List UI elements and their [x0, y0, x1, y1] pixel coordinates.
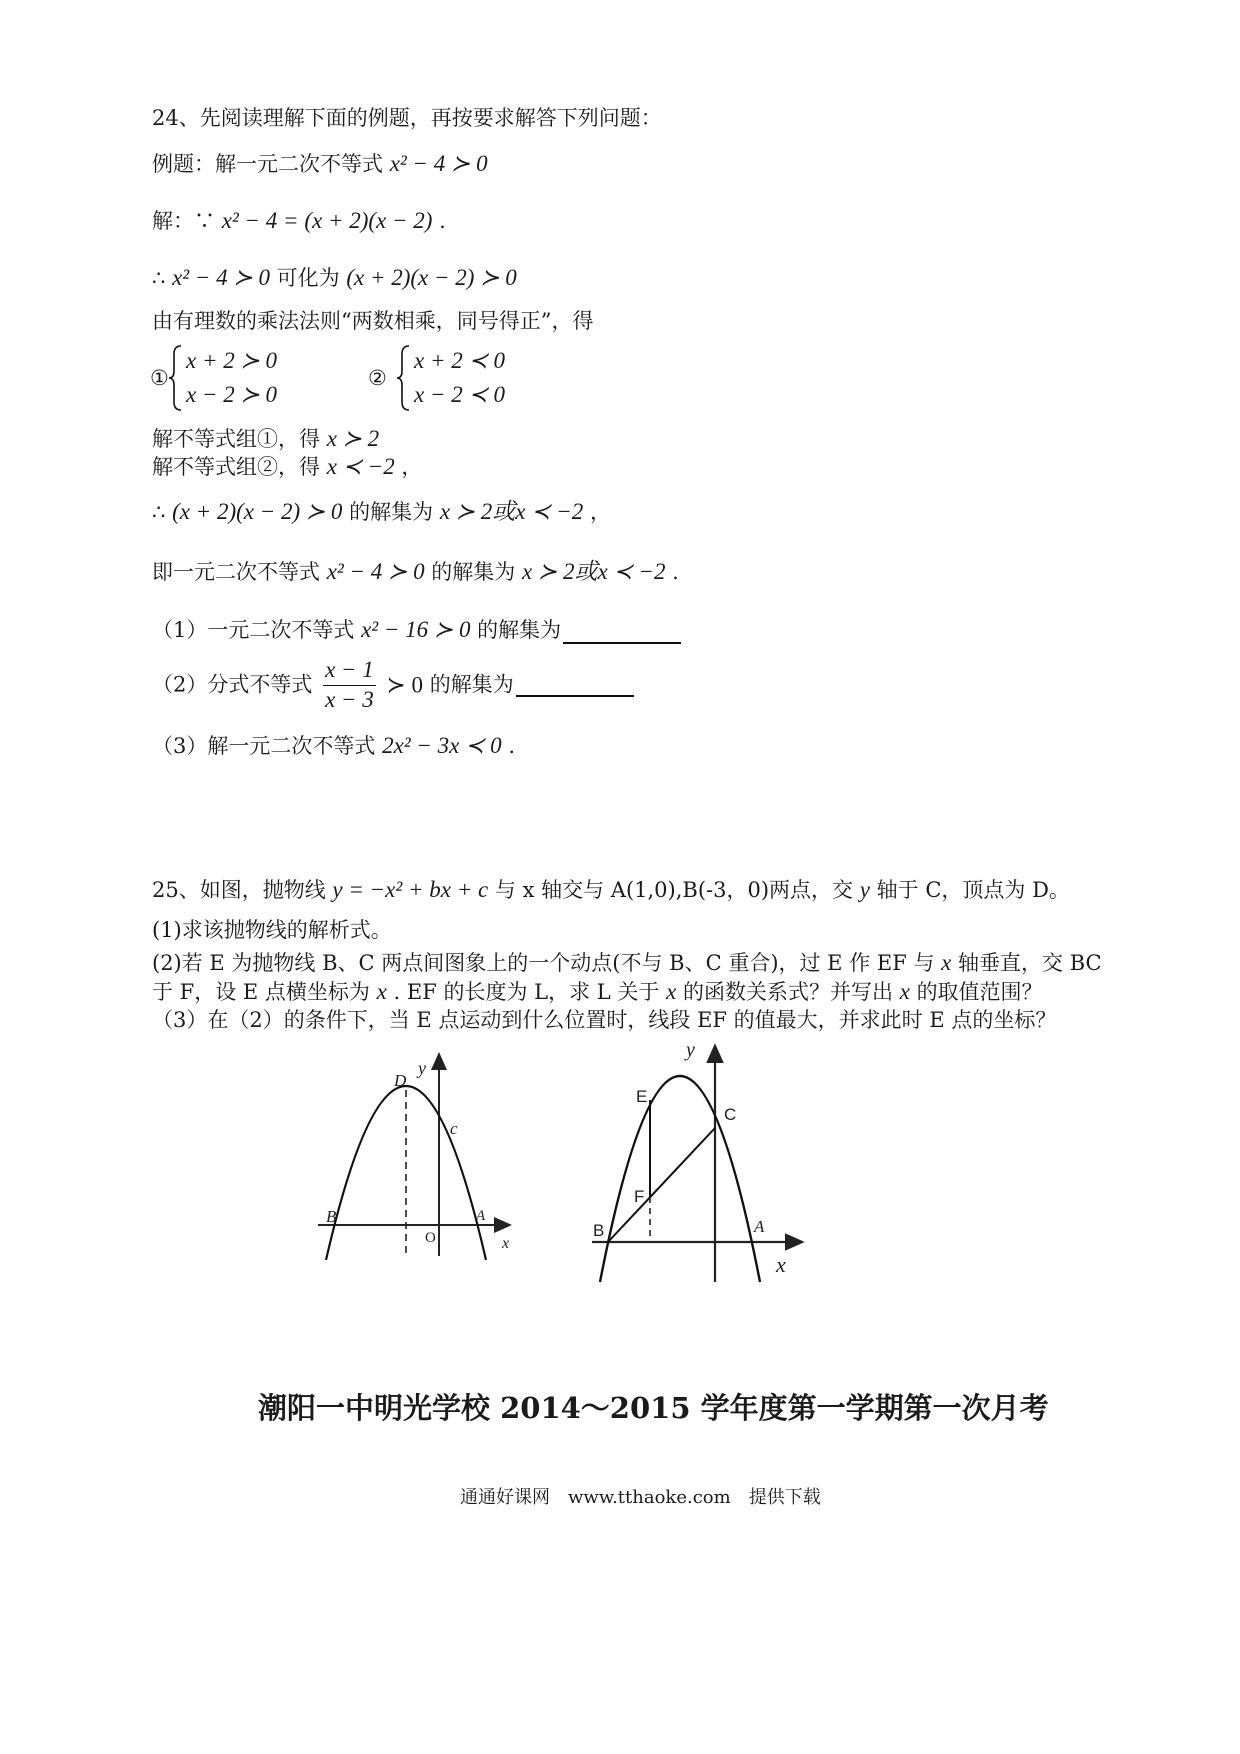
system2-line2: x − 2 ≺ 0 [414, 382, 506, 407]
q24-intro: 24、先阅读理解下面的例题，再按要求解答下列问题： [152, 106, 662, 130]
fig1-label-origin: O [425, 1230, 436, 1246]
q24-solve2-expr: x ≺ −2 [326, 454, 395, 479]
school-exam-title: 潮阳一中明光学校 2014～2015 学年度第一学期第一次月考 [258, 1391, 1049, 1425]
q24-conclusion-text: 的解集为 [431, 560, 516, 584]
q25-part2-line2 [152, 978, 1043, 1006]
q24-conclusion-expr: x² − 4 ≻ 0 [326, 559, 425, 584]
q24-part3-expr: 2x² − 3x ≺ 0 [382, 733, 502, 758]
system1-brace [168, 344, 184, 412]
system1-line1: x + 2 ≻ 0 [186, 348, 278, 373]
q24-part2-label: （2）分式不等式 [152, 672, 313, 697]
figure-1-parabola [318, 1050, 548, 1260]
q24-therefore1-expr: x² − 4 ≻ 0 [172, 265, 270, 290]
q25-intro-c: 轴于 C，顶点为 D。 [876, 878, 1070, 902]
download-credit: 通通好课网 www.tthaoke.com 提供下载 [460, 1487, 821, 1508]
q24-example-expr: x² − 4 ≻ 0 [389, 151, 488, 176]
q24-part2-tail: 的解集为 [429, 672, 514, 697]
q25-part2-f: 的取值范围？ [916, 980, 1043, 1004]
q25-part1: (1)求该抛物线的解析式。 [152, 918, 392, 942]
q24-solve1-label: 解不等式组①，得 [152, 427, 320, 451]
parabola-curve [326, 1086, 486, 1260]
q24-therefore2-end: ， [589, 500, 611, 524]
q24-therefore1 [152, 264, 517, 292]
q25-part2-a: (2)若 E 为抛物线 B、C 两点间图象上的一个动点(不与 B、C 重合)，过 E 作 EF 与 [152, 951, 935, 975]
q24-therefore2-expr: (x + 2)(x − 2) ≻ 0 [172, 499, 343, 524]
fig1-label-d: D [394, 1071, 407, 1090]
q25-intro-a: 25、如图，抛物线 [152, 878, 326, 902]
q24-sol-label: 解：∵ [152, 209, 215, 233]
therefore-symbol: ∴ [152, 266, 166, 290]
system1-line2: x − 2 ≻ 0 [186, 382, 278, 407]
q24-part1-tail: 的解集为 [477, 618, 562, 642]
q25-part2-b: 轴垂直，交 BC [958, 951, 1102, 975]
q24-part3-end: . [508, 734, 516, 758]
fig2-label-e: E [636, 1087, 648, 1106]
q25-part2-x3: x [666, 979, 677, 1004]
q24-conclusion-end: . [672, 560, 679, 584]
fig1-label-c: c [450, 1119, 458, 1138]
q24-sol-expr: x² − 4 = (x + 2)(x − 2) [221, 208, 433, 233]
answer-blank-1[interactable] [563, 620, 681, 644]
system1-mark: ① [150, 366, 169, 390]
segment-bc [608, 1128, 715, 1242]
q25-part2-c: 于 F，设 E 点横坐标为 [152, 980, 370, 1004]
q24-part3-label: （3）解一元二次不等式 [152, 734, 376, 758]
q25-part2-x: x [941, 950, 952, 975]
system2-line1: x + 2 ≺ 0 [414, 348, 506, 373]
q24-part1 [152, 616, 681, 644]
q25-part3: （3）在（2）的条件下，当 E 点运动到什么位置时，线段 EF 的值最大，并求此时 E 点的坐标？ [152, 1008, 1057, 1032]
fig1-label-a: A [476, 1208, 486, 1224]
fig1-label-y: y [418, 1058, 426, 1078]
q24-part2-fraction [323, 656, 376, 715]
q25-part2-x4: x [899, 979, 910, 1004]
answer-blank-2[interactable] [516, 673, 634, 697]
q24-example [152, 150, 488, 178]
fig2-label-x: x [776, 1252, 786, 1277]
system2-brace [396, 344, 412, 412]
q24-therefore2-text: 的解集为 [349, 500, 434, 524]
q24-conclusion-set: x ≻ 2或x ≺ −2 [521, 559, 666, 584]
q24-solve1 [152, 425, 379, 453]
q24-part2 [152, 656, 634, 715]
fig1-label-x: x [502, 1235, 510, 1252]
q24-therefore1-expr2: (x + 2)(x − 2) ≻ 0 [346, 265, 517, 290]
q24-part3 [152, 732, 515, 760]
q25-part2-line1 [152, 949, 1102, 977]
system2-mark: ② [368, 366, 387, 390]
fig2-label-b: B [593, 1221, 605, 1240]
q24-part1-label: （1）一元二次不等式 [152, 618, 355, 642]
fraction-numerator: x − 1 [325, 657, 374, 682]
q25-part2-d: . EF 的长度为 L，求 L 关于 [393, 980, 660, 1004]
q24-solution [152, 207, 446, 235]
q25-intro-y: y [859, 877, 870, 902]
q24-rule: 由有理数的乘法法则“两数相乘，同号得正”，得 [152, 309, 594, 333]
q24-sol-end: . [439, 209, 446, 233]
q25-part2-x2: x [376, 979, 387, 1004]
q24-conclusion [152, 558, 679, 586]
fraction-denominator: x − 3 [325, 686, 374, 712]
q24-solve2-label: 解不等式组②，得 [152, 455, 320, 479]
q24-solve2 [152, 453, 422, 481]
q24-conclusion-label: 即一元二次不等式 [152, 560, 320, 584]
q24-therefore2-set: x ≻ 2或x ≺ −2 [439, 499, 584, 524]
q25-intro-expr: y = −x² + bx + c [332, 877, 489, 902]
q24-example-label: 例题：解一元二次不等式 [152, 152, 383, 176]
q24-part2-after: ≻ 0 [386, 672, 424, 698]
figure-2-parabola [586, 1034, 806, 1284]
fig1-label-b: B [326, 1207, 337, 1226]
therefore-symbol: ∴ [152, 500, 166, 524]
q24-part1-expr: x² − 16 ≻ 0 [361, 617, 471, 642]
q25-part2-e: 的函数关系式？并写出 [682, 980, 893, 1004]
q24-solve1-expr: x ≻ 2 [326, 426, 380, 451]
fig2-label-f: F [634, 1187, 645, 1206]
q25-intro [152, 876, 1070, 904]
q24-solve2-end: ， [401, 455, 423, 479]
q25-intro-b: 与 x 轴交与 A(1,0),B(-3，0)两点，交 [494, 878, 854, 902]
q24-therefore2 [152, 498, 611, 526]
fig2-label-y: y [686, 1039, 695, 1061]
fig2-label-c: C [724, 1105, 737, 1124]
fig2-label-a: A [754, 1217, 765, 1236]
q24-therefore1-text: 可化为 [276, 266, 340, 290]
